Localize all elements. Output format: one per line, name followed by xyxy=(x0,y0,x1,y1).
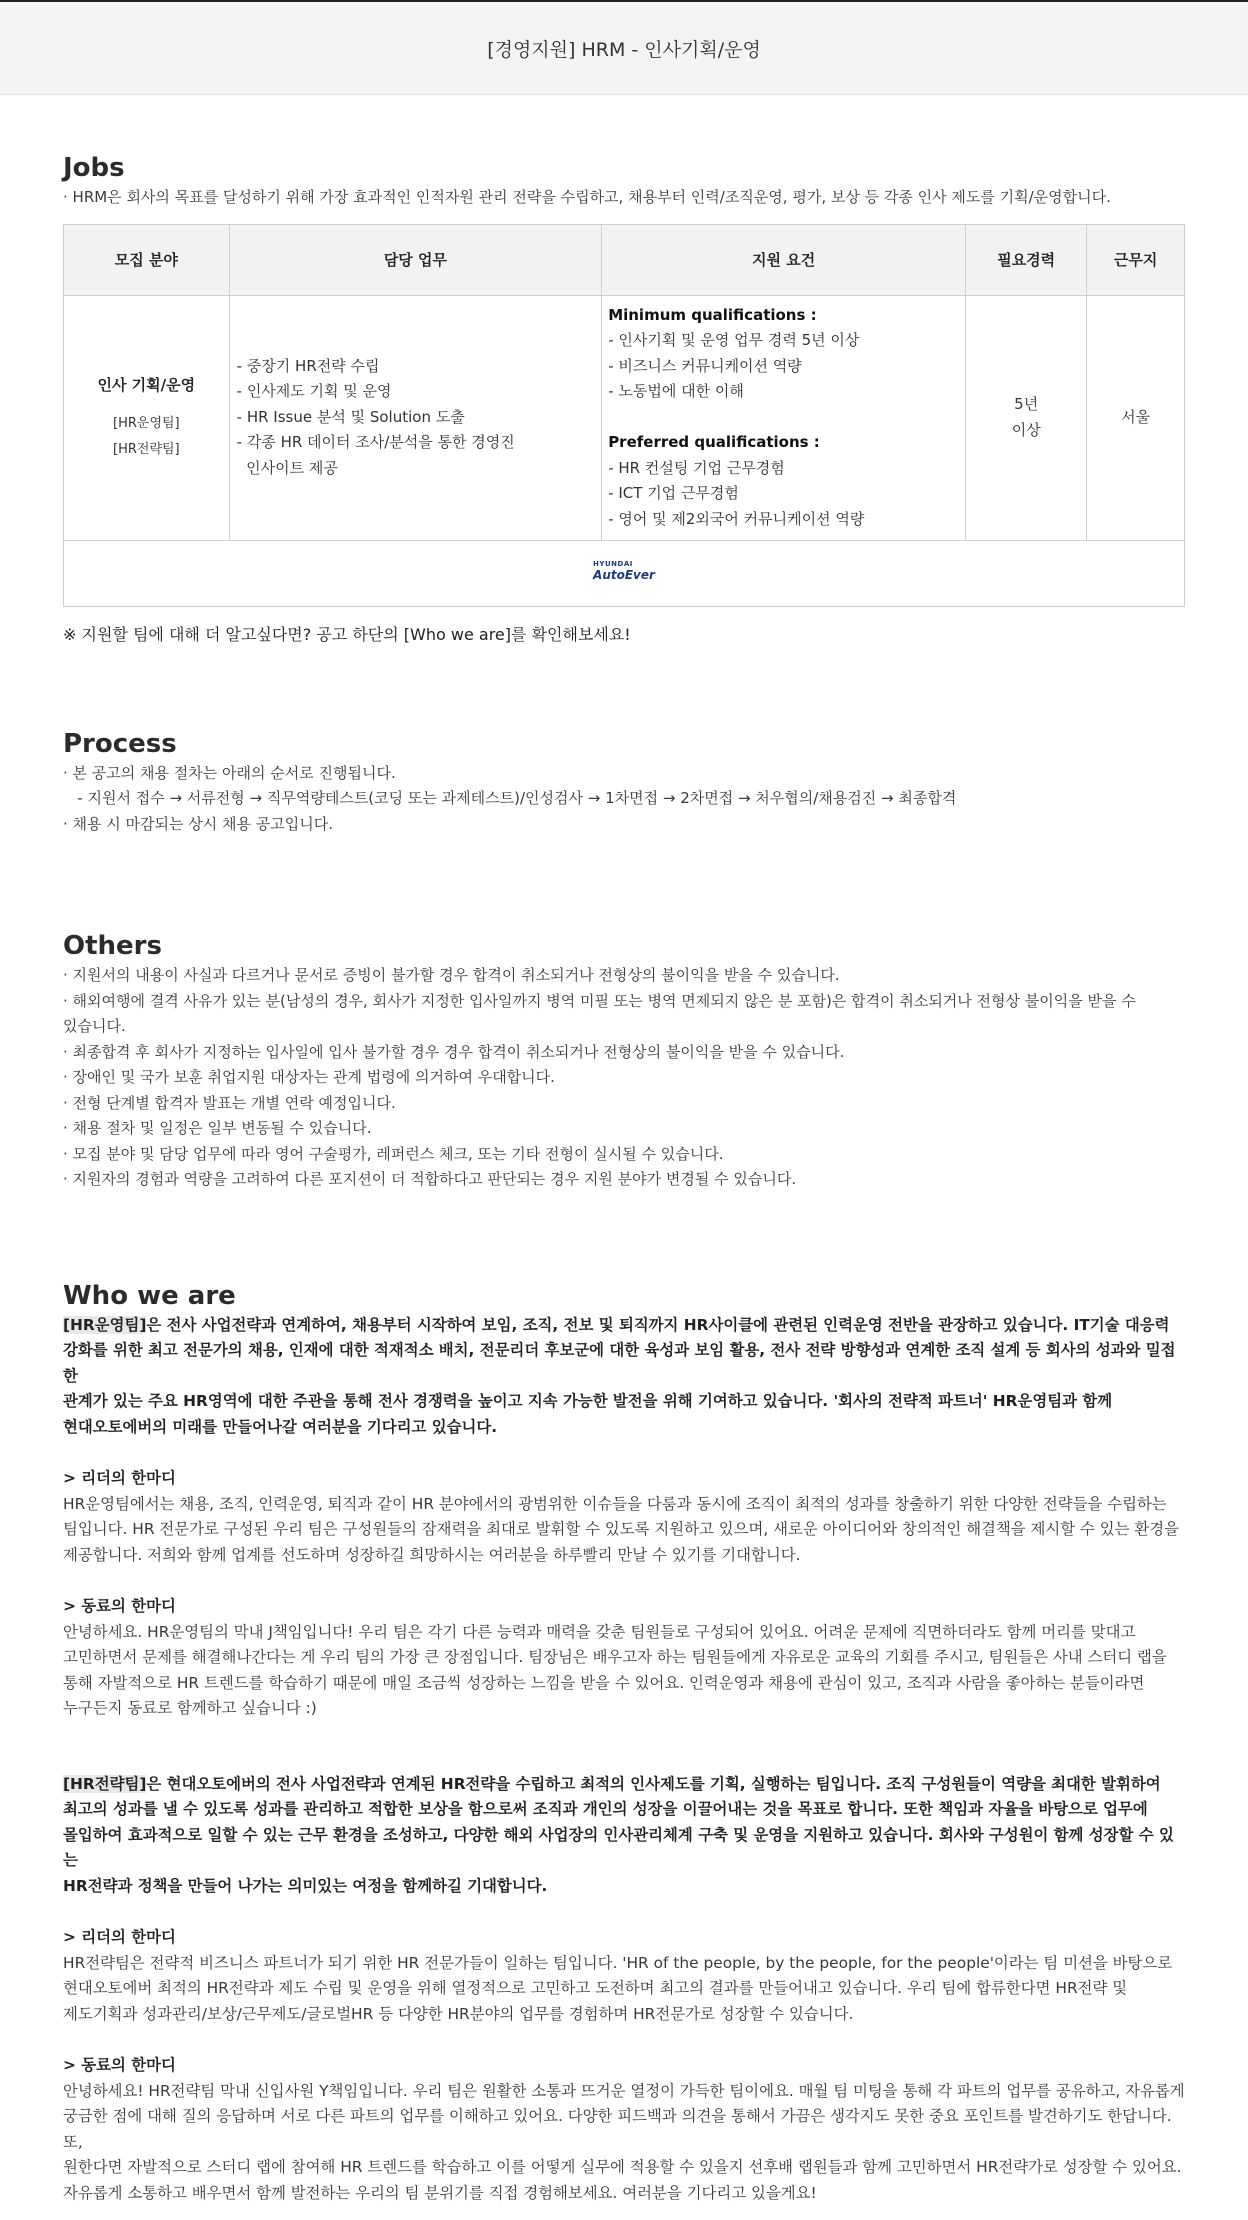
min-qual-item: - 노동법에 대한 이해 xyxy=(608,382,744,401)
others-line: · 전형 단계별 합격자 발표는 개별 연락 예정입니다. xyxy=(63,1093,396,1112)
duty-item: - 중장기 HR전략 수립 xyxy=(236,356,380,375)
strategy-intro xyxy=(63,1772,1185,1900)
ops-leader-line: 팀입니다. HR 전문가로 구성된 우리 팀은 구성원들의 잠재력을 최대로 발휘할 수 있도록 지원하고 있으며, 새로운 아이디어와 창의적인 해결책을 제시할 수 있는 환경을 xyxy=(63,1520,1180,1538)
pref-qual-item: - ICT 기업 근무경험 xyxy=(608,484,739,503)
ops-leader-title: > 리더의 한마디 xyxy=(63,1469,176,1487)
min-qual-item: - 인사기획 및 운영 업무 경력 5년 이상 xyxy=(608,331,860,350)
ops-peer-line: 통해 자발적으로 HR 트렌드를 학습하기 때문에 매일 조금씩 성장하는 느낌을 받을 수 있어요. 인력운영과 채용에 관심이 있고, 조직과 사람을 좋아하는 분들이라면 xyxy=(63,1673,1145,1692)
strategy-leader-line: HR전략팀은 전략적 비즈니스 파트너가 되기 위한 HR 전문가들이 일하는 팀입니다. 'HR of the people, by the people, for the people'이라는 팀 미션을 바탕으로 xyxy=(63,1953,1173,1972)
ops-intro-line: 관계가 있는 주요 HR영역에 대한 주관을 통해 전사 경쟁력을 높이고 지속 가능한 발전을 위해 기여하고 있습니다. '회사의 전략적 파트너' HR운영팀과 함께 xyxy=(63,1392,1113,1410)
jobs-heading: Jobs xyxy=(63,153,125,183)
requirements-cell xyxy=(602,295,966,540)
ops-intro xyxy=(63,1313,1185,1441)
field-title: 인사 기획/운영 xyxy=(97,375,196,394)
logo-row xyxy=(64,540,1185,606)
jobs-table xyxy=(63,224,1185,607)
strategy-intro-line: 최고의 성과를 낼 수 있도록 성과를 관리하고 적합한 보상을 함으로써 조직과 개인의 성장을 이끌어내는 것을 목표로 합니다. 또한 책임과 자율을 바탕으로 업무에 xyxy=(63,1800,1148,1818)
duty-item: - 각종 HR 데이터 조사/분석을 통한 경영진 xyxy=(236,433,515,452)
ops-peer-line: 고민하면서 문제를 해결해나간다는 게 우리 팀의 가장 큰 장점입니다. 팀장님은 배우고자 하는 팀원들에게 자유로운 교육의 기회를 주시고, 팀원들은 사내 스터디 랩을 xyxy=(63,1648,1167,1666)
pref-qual-item: - HR 컨설팅 기업 근무경험 xyxy=(608,458,785,477)
others-line: · 해외여행에 결격 사유가 있는 분(남성의 경우, 회사가 지정한 입사일까지 병역 미필 또는 병역 면제되지 않은 분 포함)은 합격이 취소되거나 전형상 불이익을 받을 수 xyxy=(63,991,1136,1010)
duty-item: 인사이트 제공 xyxy=(236,458,338,477)
jobs-intro: · HRM은 회사의 목표를 달성하기 위해 가장 효과적인 인적자원 관리 전략을 수립하고, 채용부터 인력/조직운영, 평가, 보상 등 각종 인사 제도를 기획/운영합니다. xyxy=(63,188,1111,206)
strategy-intro-line: HR전략과 정책을 만들어 나가는 의미있는 여정을 함께하길 기대합니다. xyxy=(63,1876,548,1895)
others-line: · 지원자의 경험과 역량을 고려하여 다른 포지션이 더 적합하다고 판단되는 경우 지원 분야가 변경될 수 있습니다. xyxy=(63,1170,797,1188)
logo-cell xyxy=(64,540,1185,606)
strategy-leader-line: 현대오토에버 최적의 HR전략과 제도 수립 및 운영을 위해 열정적으로 고민하고 도전하며 최고의 결과를 만들어내고 있습니다. 우리 팀에 합류한다면 HR전략 및 xyxy=(63,1979,1128,1997)
col-header-location: 근무지 xyxy=(1087,224,1185,295)
logo-hyundai: HYUNDAI xyxy=(593,559,633,568)
others-heading: Others xyxy=(63,931,162,961)
others-line: 있습니다. xyxy=(63,1017,126,1035)
jobs-table-header-row xyxy=(64,224,1185,295)
page-title: [경영지원] HRM - 인사기획/운영 xyxy=(487,38,761,61)
strategy-peer-line: 자유롭게 소통하고 배우면서 함께 발전하는 우리의 팀 분위기를 직접 경험해보세요. 여러분을 기다리고 있을게요! xyxy=(63,2183,817,2202)
strategy-peer-title: > 동료의 한마디 xyxy=(63,2056,176,2074)
others-line: · 지원서의 내용이 사실과 다르거나 문서로 증빙이 불가할 경우 합격이 취소되거나 전형상의 불이익을 받을 수 있습니다. xyxy=(63,966,840,984)
strategy-peer-line: 안녕하세요! HR전략팀 막내 신입사원 Y책임입니다. 우리 팀은 원활한 소통과 뜨거운 열정이 가득한 팀이에요. 매월 팀 미팅을 통해 각 파트의 업무를 공유하고, 자유롭게 xyxy=(63,2081,1185,2100)
ops-leader-line: 제공합니다. 저희와 함께 업계를 선도하며 성장하길 희망하시는 여러분을 하루빨리 만날 수 있기를 기대합니다. xyxy=(63,1545,801,1564)
min-qual-title: Minimum qualifications : xyxy=(608,305,817,324)
process-steps: - 지원서 접수 → 서류전형 → 직무역량테스트(코딩 또는 과제테스트)/인성검사 → 1차면접 → 2차면접 → 처우협의/채용검진 → 최종합격 xyxy=(63,789,957,807)
field-team-strategy: [HR전략팀] xyxy=(113,442,180,458)
process-line: · 채용 시 마감되는 상시 채용 공고입니다. xyxy=(63,814,333,833)
strategy-leader-title: > 리더의 한마디 xyxy=(63,1928,176,1946)
strategy-team-tag: [HR전략팀] xyxy=(63,1774,147,1793)
min-qual-item: - 비즈니스 커뮤니케이션 역량 xyxy=(608,356,802,375)
ops-peer-line: 누구든지 동료로 함께하고 싶습니다 :) xyxy=(63,1699,317,1717)
others-line: · 모집 분야 및 담당 업무에 따라 영어 구술평가, 레퍼런스 체크, 또는 기타 전형이 실시될 수 있습니다. xyxy=(63,1144,724,1163)
posting-content xyxy=(0,95,1248,2206)
process-section xyxy=(63,645,1185,838)
experience-suffix: 이상 xyxy=(1011,420,1041,439)
ops-intro-line: 강화를 위한 최고 전문가의 채용, 인재에 대한 적재적소 배치, 전문리더 후보군에 대한 육성과 보임 활용, 전사 전략 방향성과 연계한 조직 설계 등 회사의 성과와 밀접한 xyxy=(63,1341,1176,1385)
strategy-intro-line: 몰입하여 효과적으로 일할 수 있는 근무 환경을 조성하고, 다양한 해외 사업장의 인사관리체계 구축 및 운영을 지원하고 있습니다. 회사와 구성원이 함께 성장할 수 있는 xyxy=(63,1825,1174,1869)
ops-intro-line: 현대오토에버의 미래를 만들어나갈 여러분을 기다리고 있습니다. xyxy=(63,1417,498,1436)
strategy-peer-line: 궁금한 점에 대해 질의 응답하며 서로 다른 파트의 업무를 이해하고 있어요. 다양한 피드백과 의견을 통해서 가끔은 생각지도 못한 중요 포인트를 발견하기도 한답니다. 또, xyxy=(63,2107,1172,2151)
others-section xyxy=(63,837,1185,1193)
others-line: · 최종합격 후 회사가 지정하는 입사일에 입사 불가할 경우 경우 합격이 취소되거나 전형상의 불이익을 받을 수 있습니다. xyxy=(63,1042,845,1061)
process-line: · 본 공고의 채용 절차는 아래의 순서로 진행됩니다. xyxy=(63,763,396,782)
jobs-section xyxy=(63,95,1185,645)
duty-item: - HR Issue 분석 및 Solution 도출 xyxy=(236,407,465,426)
field-team-ops: [HR운영팀] xyxy=(113,416,180,432)
location-cell: 서울 xyxy=(1087,295,1185,540)
ops-intro-line: [HR운영팀]은 전사 사업전략과 연계하여, 채용부터 시작하여 보임, 조직, 전보 및 퇴직까지 HR사이클에 관련된 인력운영 전반을 관장하고 있습니다. IT기술 대응력 xyxy=(63,1315,1170,1334)
page-header xyxy=(0,2,1248,95)
pref-qual-title: Preferred qualifications : xyxy=(608,433,820,451)
company-logo xyxy=(593,559,655,581)
strategy-leader-line: 제도기획과 성과관리/보상/근무제도/글로벌HR 등 다양한 HR분야의 업무를 경험하며 HR전문가로 성장할 수 있습니다. xyxy=(63,2004,854,2023)
table-row xyxy=(64,295,1185,540)
ops-leader-line: HR운영팀에서는 채용, 조직, 인력운영, 퇴직과 같이 HR 분야에서의 광범위한 이슈들을 다룸과 동시에 조직이 최적의 성과를 창출하기 위한 다양한 전략들을 수립하는 xyxy=(63,1494,1167,1513)
logo-autoever: AutoEver xyxy=(593,567,655,582)
experience-value: 5년 xyxy=(1014,394,1039,413)
process-heading: Process xyxy=(63,728,177,759)
strategy-intro-line: [HR전략팀]은 현대오토에버의 전사 사업전략과 연계된 HR전략을 수립하고 최적의 인사제도를 기획, 실행하는 팀입니다. 조직 구성원들이 역량을 최대한 발휘하여 xyxy=(63,1774,1161,1793)
experience-cell xyxy=(966,295,1087,540)
col-header-experience: 필요경력 xyxy=(966,224,1087,295)
col-header-requirements: 지원 요건 xyxy=(602,224,966,295)
who-heading: Who we are xyxy=(63,1280,236,1311)
others-line: · 채용 절차 및 일정은 일부 변동될 수 있습니다. xyxy=(63,1119,372,1137)
duty-item: - 인사제도 기획 및 운영 xyxy=(236,382,392,401)
ops-peer-title: > 동료의 한마디 xyxy=(63,1597,176,1615)
pref-qual-item: - 영어 및 제2외국어 커뮤니케이션 역량 xyxy=(608,509,865,528)
others-line: · 장애인 및 국가 보훈 취업지원 대상자는 관계 법령에 의거하여 우대합니다. xyxy=(63,1068,555,1086)
who-section xyxy=(63,1193,1185,2207)
field-cell xyxy=(64,295,230,540)
team-info-note: ※ 지원할 팀에 대해 더 알고싶다면? 공고 하단의 [Who we are]를 확인해보세요! xyxy=(63,624,631,644)
strategy-peer-line: 원한다면 자발적으로 스터디 랩에 참여해 HR 트렌드를 학습하고 이를 어떻게 실무에 적용할 수 있을지 선후배 랩원들과 함께 고민하면서 HR전략가로 성장할 수 있어요. xyxy=(63,2158,1182,2176)
duty-cell xyxy=(229,295,602,540)
ops-peer-line: 안녕하세요. HR운영팀의 막내 J책임입니다! 우리 팀은 각기 다른 능력과 매력을 갖춘 팀원들로 구성되어 있어요. 어려운 문제에 직면하더라도 함께 머리를 맞대고 xyxy=(63,1622,1136,1641)
col-header-field: 모집 분야 xyxy=(64,224,230,295)
ops-team-tag: [HR운영팀] xyxy=(63,1315,147,1334)
col-header-duty: 담당 업무 xyxy=(229,224,602,295)
